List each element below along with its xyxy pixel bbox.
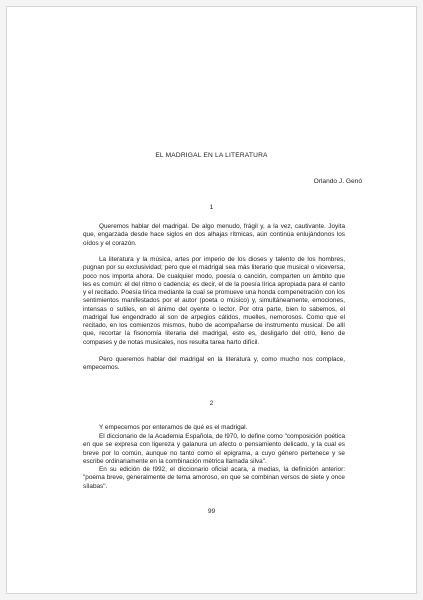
section-number-1: 1: [209, 204, 214, 211]
paragraph: Queremos hablar del madrigal. De algo menudo, frágil y, a la vez, cautivante. Joyita que, engarzada desde hace siglos en dos alhajas rítmicas, aún continúa enlujándonos los oídos y el corazón.: [83, 223, 345, 247]
section-number-2: 2: [209, 400, 214, 407]
page-number: 99: [207, 508, 216, 515]
document-title: EL MADRIGAL EN LA LITERATURA: [155, 152, 268, 159]
paragraph: Pero queremos hablar del madrigal en la literatura y, como mucho nos complace, empecemos.: [83, 356, 345, 372]
paragraph: El diccionario de la Academia Española, de l970, lo define como "composición poética en que se expresa con ligereza y galanura un afecto o pensamiento delicado, y la cual es breve por lo común, aunque no tanto como el epigrama, a cuyo género pertenece y se escribe ordinariamente en la combinación métrica llamada silva".: [83, 433, 345, 465]
paragraph: Y empecemos por enteramos de qué es el madrigal.: [99, 424, 248, 431]
author-name: Orlando J. Genó: [313, 178, 362, 185]
paragraph: En su edición de l992, el diccionario oficial acara, a medias, la definición anterior: "poema breve, generalmente de tema amoroso, en que se combinan versos de siete y once sílabas".: [83, 466, 345, 490]
paragraph: La literatura y la música, artes por imperio de los dioses y talento de los hombres, pugnan por su exclusividad; pero que el madrigal sea más literario que musical o viceversa, poco nos importa ahora. De cualquier modo, poesía o canción, comparten un ámbito que les es común: el del ritmo o cadencia; es decir, el de la poesía lírica apropiada para el canto y el recitado. Poesía lírica mediante la cual se promueve una honda compenetración con los sentimientos manifestados por el autor (poeta o músico) y, simultáneamente, emociones, intensas o sutiles, en el ánimo del oyente o lector. Por otra parte, bien lo sabemos, el madrigal fue engendrado al son de arpegios cálidos, muelles, nemorosos. Como que el recitado, en los comienzos mismos, hubo de acompañarse de instrumento musical. De allí que, recortar la fisonomía literaria del madrigal, esto es, desligarlo del otro, lleno de compases y de notas musicales, nos resulta tarea harto difícil.: [83, 256, 345, 346]
